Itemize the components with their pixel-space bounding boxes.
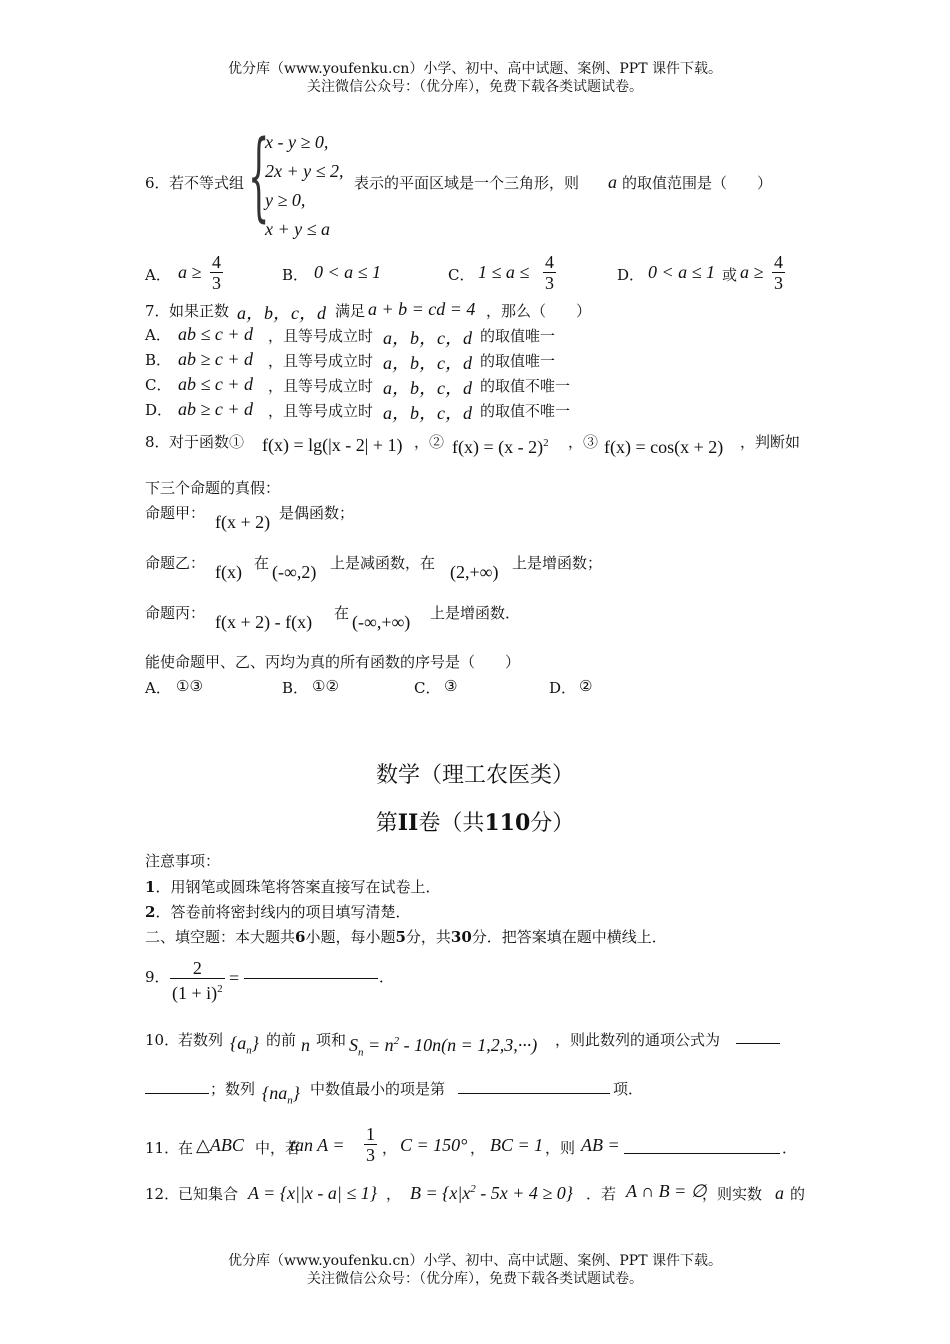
q10-b: 的前	[266, 1031, 297, 1049]
q11-e: ，则	[545, 1139, 576, 1157]
q10-n: n	[301, 1035, 310, 1055]
q7-option-d-vars: a，b，c，d	[383, 403, 472, 423]
q10-sn-sub: n	[358, 1046, 364, 1059]
q12-e: 的	[790, 1185, 806, 1203]
q11-number: 11．	[145, 1139, 180, 1157]
q6-option-a-frac	[210, 252, 223, 293]
notice-1	[145, 876, 440, 897]
q11-angle-c: C = 150°	[400, 1135, 468, 1155]
page-footer-line1: 优分库（www.youfenku.cn）小学、初中、高中试题、案例、PPT 课件下载。	[227, 1253, 722, 1269]
subtitle-part-d: 110	[484, 810, 531, 836]
q6-option-d-label: D．	[617, 266, 645, 284]
q7-option-b-end: 的取值唯一	[480, 352, 556, 370]
q8-function-2	[452, 437, 549, 458]
page-header-line1: 优分库（www.youfenku.cn）小学、初中、高中试题、案例、PPT 课件下载。	[227, 61, 722, 77]
q6-system-line4: x + y ≤ a	[265, 219, 331, 239]
q6-system-line2: 2x + y ≤ 2,	[265, 161, 344, 181]
q8-yi-in: 在	[254, 554, 270, 572]
page-footer-line2: 关注微信公众号：（优分库），免费下载各类试题试卷。	[307, 1271, 643, 1287]
q12-c: ．若	[586, 1185, 617, 1203]
q8-bing-expr: f(x + 2) - f(x)	[215, 612, 313, 632]
q10-c: 项和	[316, 1031, 347, 1049]
notice-2-text: ．答卷前将密封线内的项目填写清楚．	[155, 903, 411, 921]
notice-2-num: 2	[145, 903, 156, 921]
q10-seq2-base: na	[269, 1083, 288, 1103]
q10-g: 项．	[613, 1080, 644, 1098]
q10-seq-base: a	[237, 1033, 247, 1053]
fill-f: 30	[450, 928, 472, 946]
q8-jia-text: 是偶函数；	[279, 504, 355, 522]
q11-b: 中，若	[255, 1139, 301, 1157]
fill-b: 6	[295, 928, 306, 946]
q7-vars: a，b，c，d	[237, 303, 326, 323]
q6-suffix: 表示的平面区域是一个三角形，则	[354, 174, 580, 192]
section-subtitle	[0, 806, 950, 837]
q7-option-a-expr: ab ≤ c + d	[178, 324, 254, 344]
q8-yi-f: f(x)	[215, 562, 242, 582]
q6-c-num: 4	[545, 252, 554, 272]
q9-equals: =	[229, 968, 240, 988]
q8-bing-label: 命题丙：	[145, 604, 206, 622]
q7-stem-c: ，那么（ ）	[486, 302, 592, 320]
q7-option-d-expr: ab ≥ c + d	[178, 399, 254, 419]
q7-option-b-vars: a，b，c，d	[383, 353, 472, 373]
q7-option-c-label: C．	[145, 376, 172, 394]
q8-number: 8．	[145, 433, 170, 451]
q9-num: 2	[170, 958, 225, 979]
q8-yi-end: 上是增函数；	[512, 554, 603, 572]
q7-option-a-label: A．	[145, 326, 171, 344]
q7-condition: a + b = cd = 4	[368, 299, 476, 319]
fill-c: 小题，每小题	[305, 928, 396, 946]
q11-c: ，	[382, 1139, 398, 1157]
q6-option-d-or: 或	[722, 266, 738, 284]
q8-option-c-label: C．	[414, 679, 441, 697]
q12-var: a	[775, 1183, 784, 1203]
q9-fraction	[170, 958, 225, 1003]
q10-formula-b: - 10n(n = 1,2,3,···)	[403, 1035, 538, 1055]
q11-fraction	[364, 1124, 377, 1165]
q10-a: 若数列	[178, 1031, 224, 1049]
q7-option-d-mid: ，且等号成立时	[268, 402, 374, 420]
q6-number: 6．	[145, 174, 170, 192]
q10-seq: $\{a_n\}$	[230, 1033, 259, 1057]
q6-prefix: 若不等式组	[169, 174, 245, 192]
q9-den-exp: 2	[217, 983, 223, 995]
q11-answer-blank[interactable]	[624, 1139, 780, 1154]
q11-num: 1	[366, 1124, 375, 1144]
q6-option-d-expr1: 0 < a ≤ 1	[648, 262, 716, 282]
q10-f: 中数值最小的项是第	[310, 1080, 446, 1098]
q6-system-line1: x - y ≥ 0,	[265, 132, 329, 152]
q11-bc: BC = 1	[490, 1135, 544, 1155]
q6-var: a	[608, 172, 617, 192]
q6-system-line3: y ≥ 0,	[265, 190, 306, 210]
q6-left-brace: {	[248, 120, 270, 232]
notice-2	[145, 901, 410, 922]
q8-comma-3: ，③	[568, 433, 599, 451]
q6-d-num: 4	[774, 252, 783, 272]
q12-set-a: A = {x||x - a| ≤ 1}	[248, 1183, 377, 1203]
notice-1-text: ．用钢笔或圆珠笔将答案直接写在试卷上．	[155, 878, 441, 896]
q12-set-b	[410, 1183, 573, 1204]
q6-option-a-expr: a ≥	[178, 262, 202, 282]
fill-a: 二、填空题：本大题共	[145, 928, 296, 946]
fill-d: 5	[395, 928, 406, 946]
subtitle-part-a: 第	[375, 811, 398, 836]
q8-comma-2: ，②	[414, 433, 445, 451]
q8-jia-label: 命题甲：	[145, 504, 206, 522]
q8-f2-exp: 2	[543, 437, 549, 449]
q10-seq-sub: n	[246, 1044, 252, 1057]
q10-e: ；数列	[210, 1080, 256, 1098]
q10-formula-a: = n	[368, 1035, 394, 1055]
subtitle-part-e: 分）	[530, 811, 575, 836]
q10-number: 10．	[145, 1031, 180, 1049]
q11-ab: AB =	[581, 1135, 620, 1155]
q7-option-a-mid: ，且等号成立时	[268, 327, 374, 345]
q12-set-b-exp: 2	[470, 1183, 476, 1195]
q9-end: ．	[379, 968, 395, 986]
q7-option-c-mid: ，且等号成立时	[268, 377, 374, 395]
q8-option-a-label: A．	[145, 679, 171, 697]
q12-a: 已知集合	[178, 1185, 239, 1203]
q11-end: ．	[782, 1139, 798, 1157]
q7-option-b-label: B．	[145, 351, 172, 369]
q10-answer-blank-1a[interactable]	[736, 1029, 780, 1044]
q8-yi-label: 命题乙：	[145, 554, 206, 572]
q10-sn: S	[349, 1035, 358, 1055]
q8-yi-interval2: (2,+∞)	[450, 562, 499, 582]
q11-d: ，	[470, 1139, 486, 1157]
q10-answer-blank-1b[interactable]	[145, 1079, 209, 1094]
q8-option-c-value: ③	[444, 677, 458, 695]
q8-f2-base: f(x) = (x - 2)	[452, 437, 544, 457]
page-header-line2: 关注微信公众号：（优分库），免费下载各类试题试卷。	[307, 79, 643, 95]
q12-set-b-a: B = {x|x	[410, 1183, 471, 1203]
section-title: 数学（理工农医类）	[375, 763, 574, 788]
q8-bing-interval: (-∞,+∞)	[352, 612, 411, 632]
q8-stem: 对于函数①	[169, 433, 245, 451]
q8-question: 能使命题甲、乙、丙均为真的所有函数的序号是（ ）	[145, 653, 521, 671]
q6-tail: 的取值范围是（ ）	[622, 174, 773, 192]
q12-condition: A ∩ B = ∅	[626, 1181, 707, 1201]
q8-option-d-value: ②	[579, 677, 593, 695]
q8-option-d-label: D．	[549, 679, 577, 697]
q7-option-b-expr: ab ≥ c + d	[178, 349, 254, 369]
q6-option-c-expr: 1 ≤ a ≤	[478, 262, 530, 282]
q8-yi-interval1: (-∞,2)	[272, 562, 317, 582]
q8-option-b-label: B．	[282, 679, 309, 697]
q7-option-a-end: 的取值唯一	[480, 327, 556, 345]
q12-b: ，	[386, 1185, 402, 1203]
q11-den: 3	[366, 1145, 375, 1165]
q10-formula	[349, 1035, 537, 1059]
q7-option-a-vars: a，b，c，d	[383, 328, 472, 348]
q9-number: 9．	[145, 968, 170, 986]
q7-stem-b: 满足	[335, 302, 366, 320]
q7-option-c-expr: ab ≤ c + d	[178, 374, 254, 394]
fill-g: 分．把答案填在题中横线上．	[471, 928, 667, 946]
q9-den-base: (1 + i)	[172, 983, 218, 1003]
q6-d-den: 3	[774, 273, 783, 293]
q6-option-c-label: C．	[448, 266, 475, 284]
notice-title: 注意事项：	[145, 852, 221, 870]
q7-option-d-end: 的取值不唯一	[480, 402, 571, 420]
q8-bing-end: 上是增函数．	[430, 604, 521, 622]
q7-option-c-vars: a，b，c，d	[383, 378, 472, 398]
q6-c-den: 3	[545, 273, 554, 293]
q6-option-b-expr: 0 < a ≤ 1	[314, 262, 382, 282]
q10-answer-blank-2[interactable]	[458, 1079, 610, 1094]
q7-option-b-mid: ，且等号成立时	[268, 352, 374, 370]
q10-d: ，则此数列的通项公式为	[555, 1031, 721, 1049]
q7-stem-a: 如果正数	[169, 302, 230, 320]
q9-den	[170, 979, 225, 1003]
notice-1-num: 1	[145, 878, 156, 896]
q6-option-b-label: B．	[282, 266, 309, 284]
q8-function-1: f(x) = lg(|x - 2| + 1)	[262, 435, 403, 455]
q7-option-c-end: 的取值不唯一	[480, 377, 571, 395]
fill-e: 分，共	[405, 928, 451, 946]
q7-number: 7．	[145, 302, 170, 320]
q10-seq2: $\{na_n\}$	[262, 1083, 300, 1107]
subtitle-part-b: II	[397, 810, 419, 836]
q6-option-d-frac	[772, 252, 785, 293]
subtitle-part-c: 卷（共	[418, 811, 485, 836]
q11-a: 在	[178, 1139, 194, 1157]
q11-tan: tan A =	[290, 1135, 345, 1155]
q9-answer-blank[interactable]	[244, 964, 378, 979]
q8-option-b-value: ①②	[312, 677, 339, 695]
q8-line2: 下三个命题的真假：	[145, 479, 281, 497]
q6-a-num: 4	[212, 252, 221, 272]
q12-number: 12．	[145, 1185, 180, 1203]
q6-option-d-expr2: a ≥	[740, 262, 764, 282]
q8-bing-in: 在	[334, 604, 350, 622]
q12-d: ，则实数	[702, 1185, 763, 1203]
q6-a-den: 3	[212, 273, 221, 293]
q8-function-3: f(x) = cos(x + 2)	[604, 437, 724, 457]
q8-jia-expr: f(x + 2)	[215, 512, 271, 532]
q6-option-c-frac	[543, 252, 556, 293]
q8-option-a-value: ①③	[176, 677, 203, 695]
q10-formula-exp: 2	[393, 1035, 400, 1047]
q10-seq2-sub: n	[287, 1094, 293, 1107]
q6-option-a-label: A．	[145, 266, 171, 284]
q11-triangle: △ABC	[196, 1135, 244, 1155]
fill-instructions	[145, 926, 667, 947]
q8-yi-mid: 上是减函数，在	[330, 554, 436, 572]
q12-set-b-b: - 5x + 4 ≥ 0}	[480, 1183, 573, 1203]
q7-option-d-label: D．	[145, 401, 173, 419]
q8-tail: ，判断如	[740, 433, 801, 451]
